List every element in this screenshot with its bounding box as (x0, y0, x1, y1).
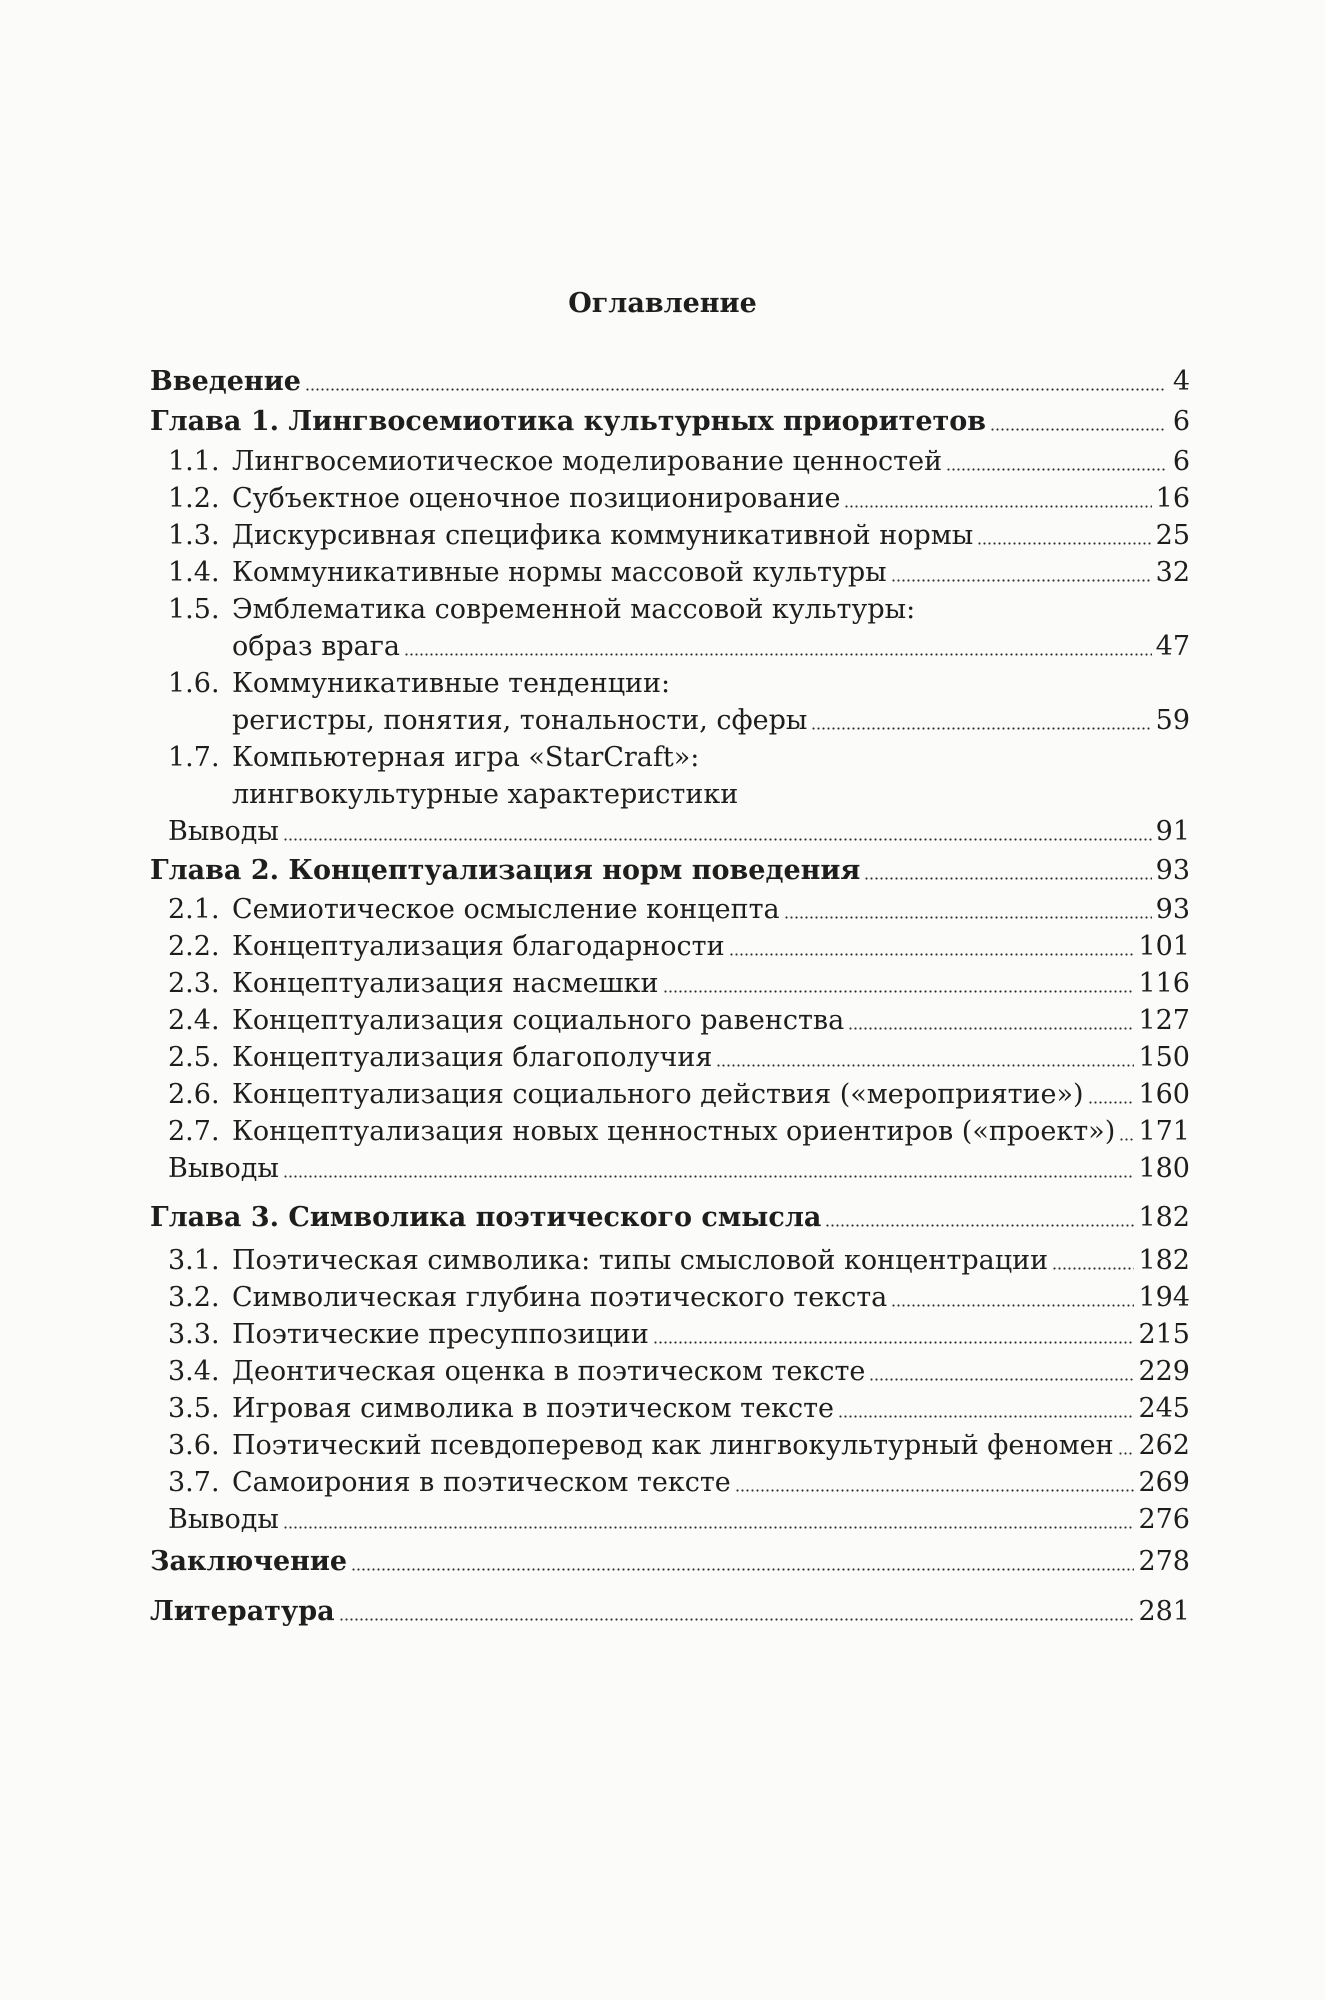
toc-label: Введение (150, 366, 301, 397)
dot-leader (735, 1489, 1135, 1492)
toc-label: регистры, понятия, тональности, сферы (232, 705, 808, 736)
toc-page: 4 (1172, 366, 1190, 397)
toc-entry-conclusions-2[interactable] (168, 1151, 1190, 1187)
toc-label: Глава 2. Концептуализация норм поведения (150, 855, 861, 886)
toc-number: 1.4. (168, 557, 220, 588)
toc-label: Компьютерная игра «StarCraft»: (232, 742, 700, 773)
toc-label: Поэтическая символика: типы смысловой концентрации (232, 1245, 1049, 1276)
toc-page: 171 (1138, 1116, 1190, 1147)
dot-leader (1118, 1452, 1135, 1455)
toc-page: 180 (1138, 1153, 1190, 1184)
dot-leader (1052, 1267, 1134, 1270)
dot-leader (990, 428, 1166, 431)
toc-page: 101 (1138, 931, 1190, 962)
toc-label: Игровая символика в поэтическом тексте (232, 1393, 835, 1424)
toc-page: 91 (1155, 816, 1190, 847)
toc-entry-1-7-cont[interactable] (168, 777, 1190, 813)
toc-entry-2-4[interactable] (168, 1003, 1190, 1039)
toc-entry-3-6[interactable] (168, 1428, 1190, 1464)
dot-leader (946, 468, 1166, 471)
toc-entry-chapter-3[interactable] (150, 1200, 1190, 1236)
dot-leader (891, 579, 1152, 582)
toc-number: 2.6. (168, 1079, 220, 1110)
dot-leader (729, 953, 1135, 956)
toc-page: 194 (1138, 1282, 1190, 1313)
toc-entry-1-7[interactable] (168, 740, 1190, 776)
toc-number: 2.5. (168, 1042, 220, 1073)
dot-leader (339, 1618, 1135, 1621)
toc-label: Концептуализация новых ценностных ориентиров («проект») (232, 1116, 1116, 1147)
toc-number: 1.2. (168, 483, 220, 514)
toc-entry-2-3[interactable] (168, 966, 1190, 1002)
toc-entry-1-5-cont[interactable] (168, 629, 1190, 665)
toc-entry-1-6[interactable] (168, 666, 1190, 702)
toc-label: Символическая глубина поэтического текста (232, 1282, 888, 1313)
toc-page: 160 (1138, 1079, 1190, 1110)
dot-leader (283, 1175, 1135, 1178)
toc-entry-3-2[interactable] (168, 1280, 1190, 1316)
dot-leader (977, 542, 1151, 545)
toc-number: 1.6. (168, 668, 220, 699)
toc-label: образ врага (232, 631, 401, 662)
toc-page: 47 (1155, 631, 1190, 662)
toc-label: Заключение (150, 1546, 348, 1577)
dot-leader (869, 1378, 1134, 1381)
toc-page: 25 (1155, 520, 1190, 551)
toc-label: Концептуализация социального равенства (232, 1005, 845, 1036)
dot-leader (653, 1341, 1135, 1344)
toc-entry-2-2[interactable] (168, 929, 1190, 965)
dot-leader (283, 838, 1152, 841)
toc-entry-2-1[interactable] (168, 892, 1190, 928)
toc-number: 2.7. (168, 1116, 220, 1147)
toc-page: 182 (1138, 1245, 1190, 1276)
toc-label: Концептуализация благодарности (232, 931, 725, 962)
dot-leader (811, 727, 1151, 730)
toc-label: Субъектное оценочное позиционирование (232, 483, 841, 514)
toc-label: Концептуализация насмешки (232, 968, 659, 999)
toc-entry-1-3[interactable] (168, 518, 1190, 554)
toc-entry-3-5[interactable] (168, 1391, 1190, 1427)
toc-page: 93 (1155, 855, 1190, 886)
dot-leader (283, 1526, 1135, 1529)
dot-leader (838, 1415, 1134, 1418)
toc-entry-conclusions-3[interactable] (168, 1502, 1190, 1538)
toc-number: 3.5. (168, 1393, 220, 1424)
toc-label: Самоирония в поэтическом тексте (232, 1467, 731, 1498)
toc-entry-3-1[interactable] (168, 1243, 1190, 1279)
toc-entry-references[interactable] (150, 1594, 1190, 1630)
toc-page: 262 (1138, 1430, 1190, 1461)
toc-entry-1-4[interactable] (168, 555, 1190, 591)
toc-entry-2-6[interactable] (168, 1077, 1190, 1113)
toc-label: Дискурсивная специфика коммуникативной нормы (232, 520, 974, 551)
toc-entry-3-4[interactable] (168, 1354, 1190, 1390)
toc-label: Выводы (168, 1153, 279, 1184)
toc-number: 2.1. (168, 894, 220, 925)
toc-label: Поэтический псевдоперевод как лингвокультурный феномен (232, 1430, 1114, 1461)
toc-number: 2.2. (168, 931, 220, 962)
toc-label: Выводы (168, 816, 279, 847)
toc-page: 278 (1138, 1546, 1190, 1577)
dot-leader (844, 505, 1151, 508)
toc-label: Семиотическое осмысление концепта (232, 894, 780, 925)
toc-page: 215 (1138, 1319, 1190, 1350)
toc-entry-3-3[interactable] (168, 1317, 1190, 1353)
dot-leader (716, 1064, 1134, 1067)
toc-label: Лингвосемиотическое моделирование ценностей (232, 446, 943, 477)
toc-page: 269 (1138, 1467, 1190, 1498)
toc-page: 32 (1155, 557, 1190, 588)
dot-leader (784, 916, 1152, 919)
toc-number: 3.3. (168, 1319, 220, 1350)
toc-page: 93 (1155, 894, 1190, 925)
toc-page: 127 (1138, 1005, 1190, 1036)
dot-leader (848, 1027, 1134, 1030)
dot-leader (825, 1224, 1134, 1227)
toc-entry-intro[interactable] (150, 364, 1190, 400)
toc-label: Деонтическая оценка в поэтическом тексте (232, 1356, 866, 1387)
toc-entry-conclusions-1[interactable] (168, 814, 1190, 850)
toc-label: Коммуникативные тенденции: (232, 668, 671, 699)
toc-page: 6 (1172, 446, 1190, 477)
toc-number: 3.4. (168, 1356, 220, 1387)
toc-page: 276 (1138, 1504, 1190, 1535)
dot-leader (351, 1568, 1134, 1571)
toc-number: 1.5. (168, 594, 220, 625)
toc-number: 3.1. (168, 1245, 220, 1276)
dot-leader (1088, 1101, 1135, 1104)
toc-page: 150 (1138, 1042, 1190, 1073)
toc-entry-1-2[interactable] (168, 481, 1190, 517)
toc-entry-conclusion[interactable] (150, 1544, 1190, 1580)
toc-entry-1-1[interactable] (168, 444, 1190, 480)
toc-page: 116 (1138, 968, 1190, 999)
toc-number: 1.7. (168, 742, 220, 773)
toc-label: Коммуникативные нормы массовой культуры (232, 557, 887, 588)
dot-leader (404, 653, 1152, 656)
toc-number: 3.2. (168, 1282, 220, 1313)
toc-entry-2-5[interactable] (168, 1040, 1190, 1076)
toc-label: Концептуализация социального действия («мероприятие») (232, 1079, 1084, 1110)
toc-number: 2.3. (168, 968, 220, 999)
toc-entry-1-6-cont[interactable] (168, 703, 1190, 739)
dot-leader (1119, 1138, 1134, 1141)
toc-entry-chapter-1[interactable] (150, 404, 1190, 440)
toc-page: 59 (1155, 705, 1190, 736)
toc-page: 281 (1138, 1596, 1190, 1627)
toc-page: 16 (1155, 483, 1190, 514)
toc-label: Литература (150, 1596, 335, 1627)
toc-entry-chapter-2[interactable] (150, 853, 1190, 889)
toc-label: Концептуализация благополучия (232, 1042, 713, 1073)
toc-label: Глава 1. Лингвосемиотика культурных приоритетов (150, 406, 986, 437)
toc-page: 6 (1172, 406, 1190, 437)
toc-label: Поэтические пресуппозиции (232, 1319, 649, 1350)
toc-label: Глава 3. Символика поэтического смысла (150, 1202, 822, 1233)
page-title: Оглавление (568, 288, 757, 319)
toc-page: 229 (1138, 1356, 1190, 1387)
toc-number: 1.3. (168, 520, 220, 551)
toc-label: лингвокультурные характеристики (232, 779, 739, 810)
toc-number: 3.6. (168, 1430, 220, 1461)
toc-entry-2-7[interactable] (168, 1114, 1190, 1150)
toc-entry-3-7[interactable] (168, 1465, 1190, 1501)
toc-label: Выводы (168, 1504, 279, 1535)
toc-entry-1-5[interactable] (168, 592, 1190, 628)
toc-page: 182 (1138, 1202, 1190, 1233)
toc-number: 2.4. (168, 1005, 220, 1036)
toc-number: 3.7. (168, 1467, 220, 1498)
toc-label: Эмблематика современной массовой культуры: (232, 594, 916, 625)
dot-leader (891, 1304, 1134, 1307)
dot-leader (864, 877, 1151, 880)
dot-leader (663, 990, 1135, 993)
dot-leader (305, 388, 1166, 391)
toc-page: 245 (1138, 1393, 1190, 1424)
toc-number: 1.1. (168, 446, 220, 477)
